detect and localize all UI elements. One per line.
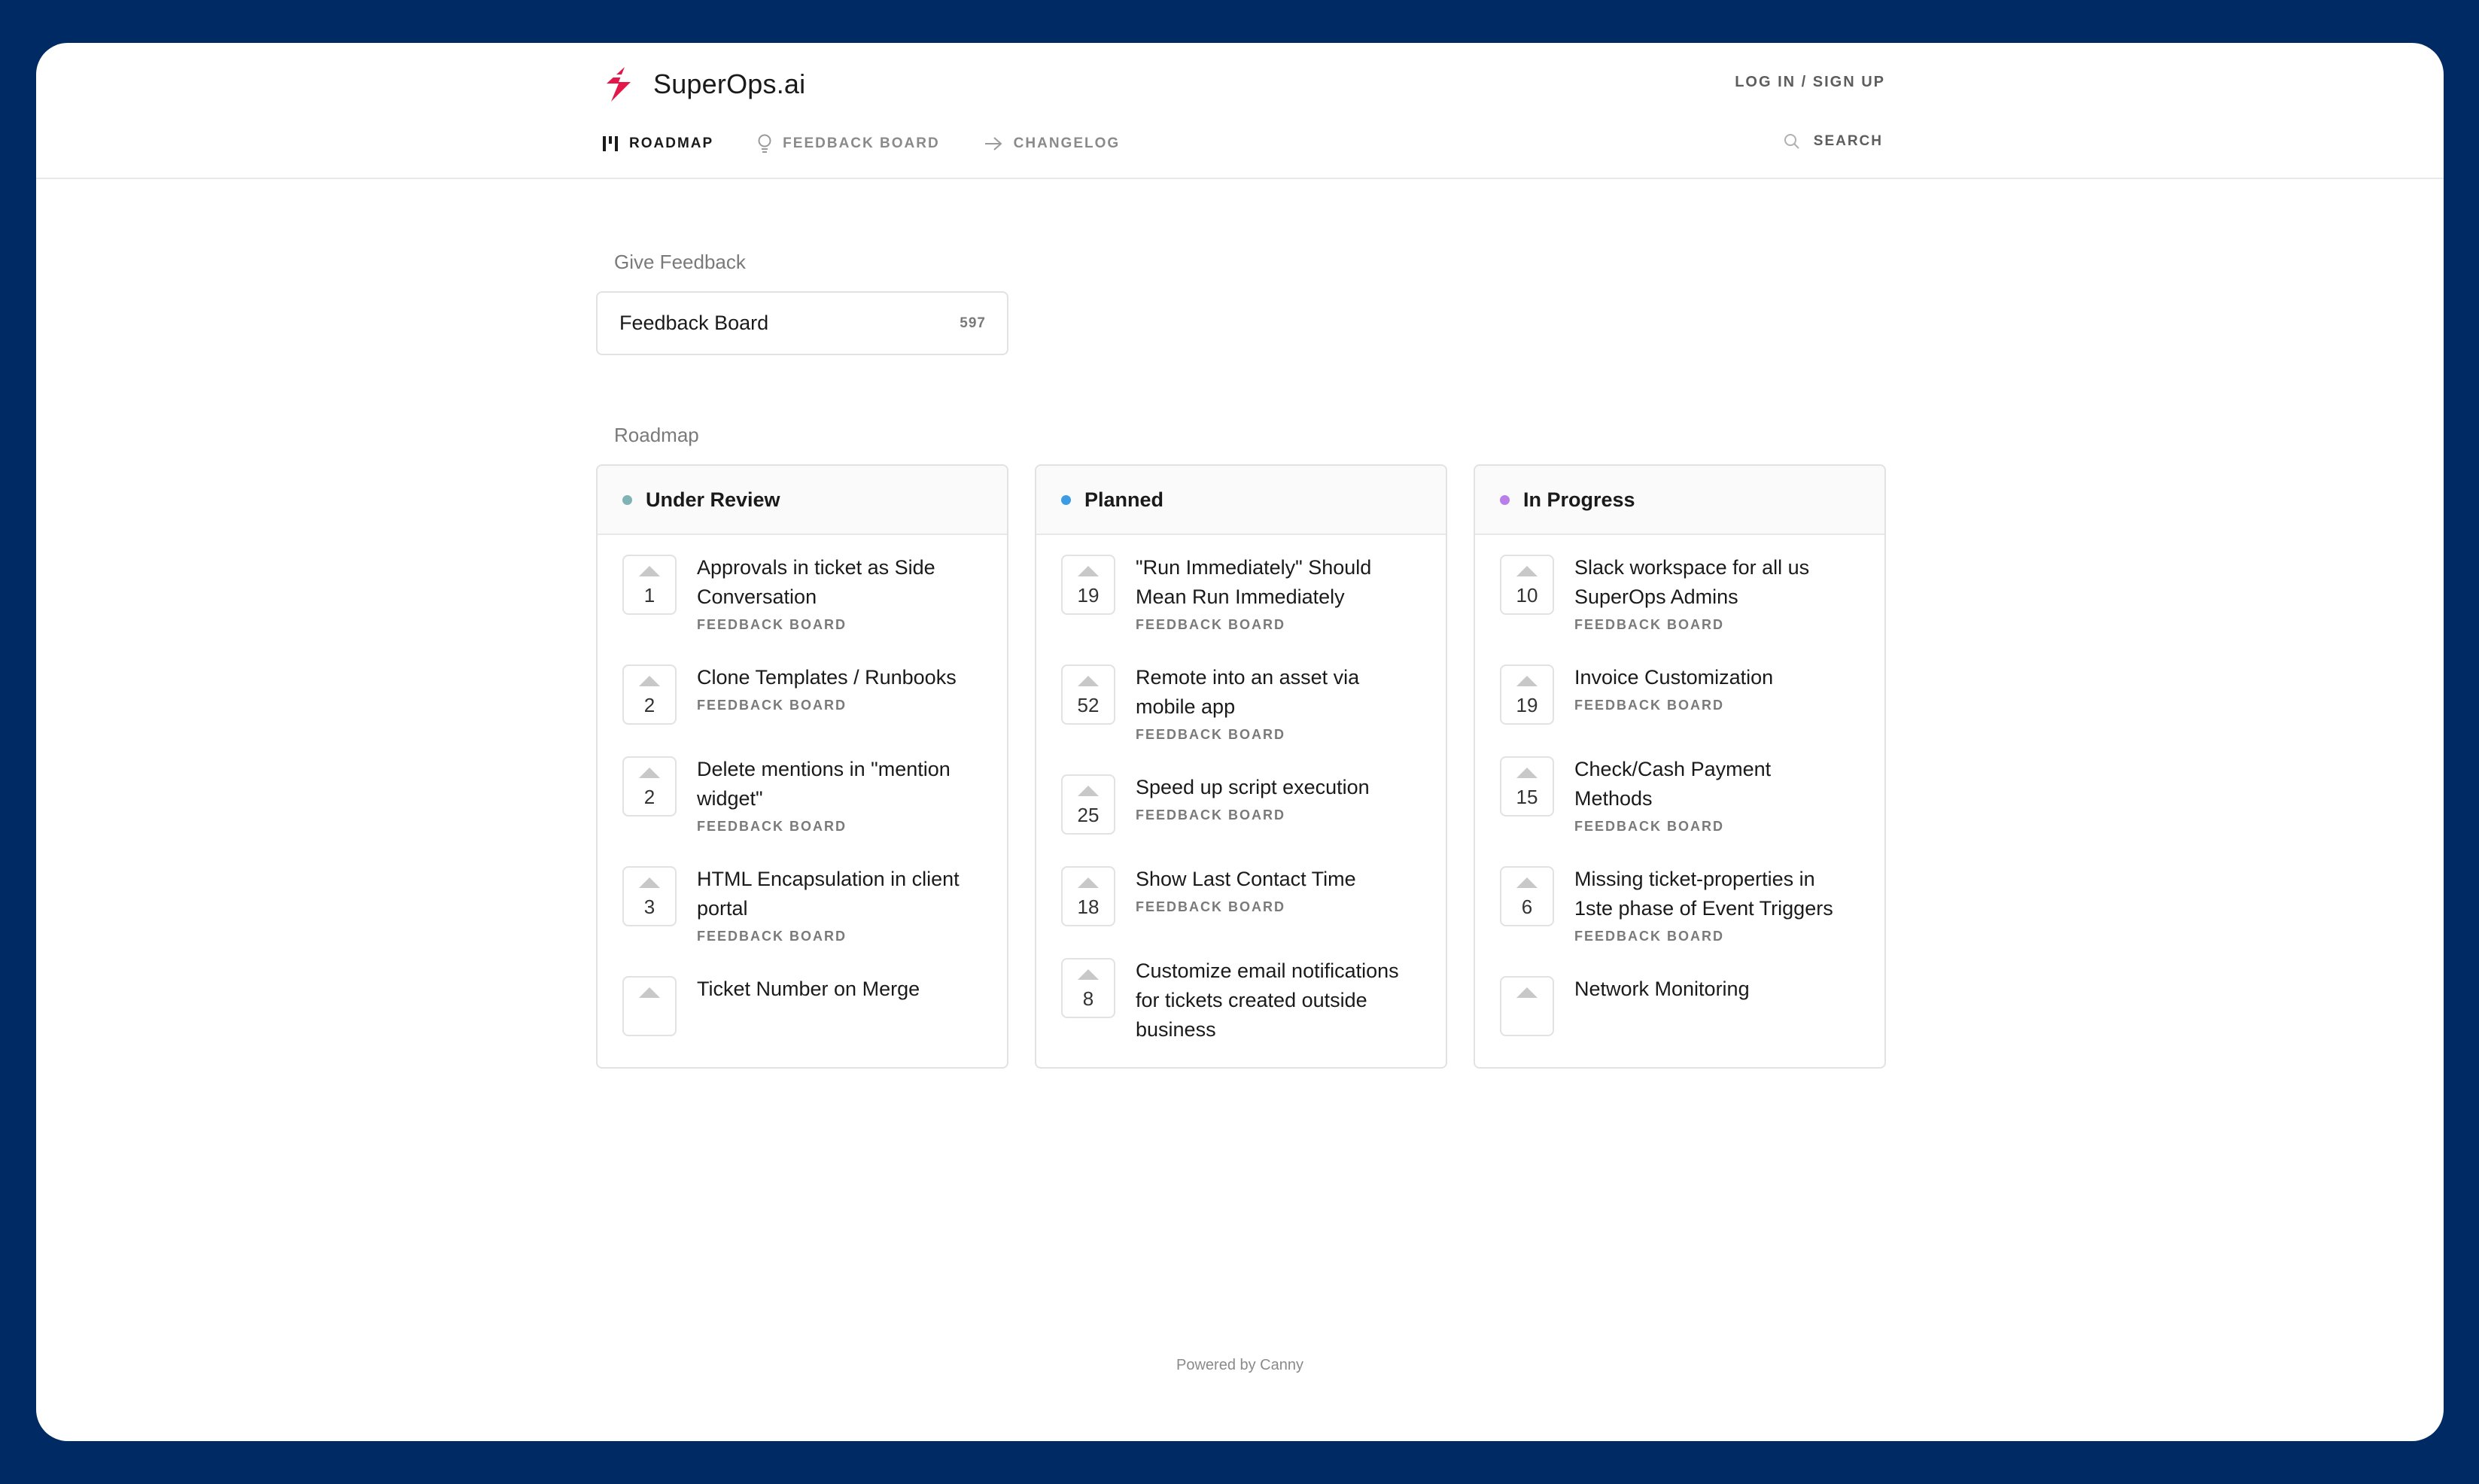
upvote-button[interactable]	[622, 866, 677, 926]
vote-count: 19	[1516, 694, 1538, 716]
upvote-button[interactable]	[1500, 555, 1554, 615]
column-body	[598, 535, 1007, 1036]
post-text	[1574, 755, 1853, 835]
powered-by-footer[interactable]: Powered by Canny	[1176, 1357, 1303, 1373]
post-board-label: FEEDBACK BOARD	[1574, 929, 1724, 944]
nav-feedback-board[interactable]	[757, 133, 940, 154]
nav-roadmap-label: ROADMAP	[629, 135, 714, 151]
upvote-button[interactable]	[1061, 958, 1115, 1018]
post-title[interactable]: Invoice Customization	[1574, 666, 1774, 689]
vote-count: 6	[1521, 896, 1533, 918]
app-frame	[36, 43, 2444, 1441]
upvote-button[interactable]	[622, 976, 677, 1036]
roadmap-icon	[602, 135, 619, 153]
post-board-label: FEEDBACK BOARD	[1136, 727, 1285, 742]
upvote-button[interactable]	[622, 664, 677, 725]
post-board-label: FEEDBACK BOARD	[1574, 698, 1724, 713]
post-title[interactable]: Approvals in ticket as Side Conversation	[697, 556, 935, 608]
upvote-arrow-icon	[639, 877, 660, 888]
post-text	[1136, 865, 1414, 915]
column-header[interactable]	[1036, 466, 1446, 535]
nav-changelog-label: CHANGELOG	[1013, 135, 1121, 151]
upvote-arrow-icon	[1516, 877, 1538, 888]
post-text	[1136, 553, 1414, 633]
vote-count: 25	[1077, 804, 1100, 826]
column-header[interactable]	[598, 466, 1007, 535]
post-text	[1136, 663, 1414, 743]
column-header[interactable]	[1475, 466, 1884, 535]
vote-count: 2	[643, 694, 655, 716]
post-board-label: FEEDBACK BOARD	[1574, 617, 1724, 632]
roadmap-post[interactable]	[622, 755, 1007, 835]
vote-count: 8	[1082, 987, 1094, 1010]
upvote-arrow-icon	[1078, 566, 1099, 576]
post-board-label: FEEDBACK BOARD	[697, 819, 847, 834]
roadmap-post[interactable]	[1500, 755, 1884, 835]
search-label: SEARCH	[1813, 133, 1883, 149]
upvote-button[interactable]	[1061, 774, 1115, 835]
post-text	[697, 975, 975, 1009]
upvote-button[interactable]	[1500, 756, 1554, 817]
roadmap-post[interactable]	[1500, 663, 1884, 725]
roadmap-post[interactable]	[1500, 975, 1884, 1036]
post-board-label: FEEDBACK BOARD	[1136, 807, 1285, 823]
lightbulb-icon	[757, 133, 772, 154]
vote-count: 10	[1516, 584, 1538, 607]
roadmap-post[interactable]	[1061, 553, 1446, 633]
post-board-label: FEEDBACK BOARD	[1136, 899, 1285, 914]
column-title: Planned	[1084, 488, 1164, 511]
roadmap-post[interactable]	[622, 975, 1007, 1036]
upvote-button[interactable]	[1500, 664, 1554, 725]
post-title[interactable]: "Run Immediately" Should Mean Run Immediately	[1136, 556, 1372, 608]
post-board-label: FEEDBACK BOARD	[1136, 617, 1285, 632]
login-signup-link[interactable]: LOG IN / SIGN UP	[1735, 74, 1885, 90]
post-board-label: FEEDBACK BOARD	[1574, 819, 1724, 834]
upvote-arrow-icon	[639, 768, 660, 778]
upvote-arrow-icon	[1078, 786, 1099, 796]
upvote-arrow-icon	[1078, 877, 1099, 888]
roadmap-post[interactable]	[1061, 956, 1446, 1050]
column-body	[1036, 535, 1446, 1050]
post-title[interactable]: HTML Encapsulation in client portal	[697, 868, 960, 920]
upvote-arrow-icon	[1516, 676, 1538, 686]
upvote-button[interactable]	[622, 555, 677, 615]
vote-count: 2	[643, 786, 655, 808]
search-button[interactable]	[1784, 133, 1883, 150]
post-title[interactable]: Clone Templates / Runbooks	[697, 666, 957, 689]
nav-roadmap[interactable]	[602, 135, 713, 153]
brand-name: SuperOps.ai	[653, 68, 806, 99]
post-title[interactable]: Speed up script execution	[1136, 776, 1370, 798]
post-text	[697, 553, 975, 633]
status-dot	[622, 495, 632, 505]
post-title[interactable]: Ticket Number on Merge	[697, 978, 920, 1000]
post-text	[697, 663, 975, 713]
feedback-board-count: 597	[960, 315, 986, 331]
vote-count: 1	[643, 584, 655, 607]
upvote-button[interactable]	[1061, 555, 1115, 615]
nav-changelog[interactable]	[984, 135, 1121, 152]
post-title[interactable]: Show Last Contact Time	[1136, 868, 1356, 890]
post-text	[697, 755, 975, 835]
vote-count: 52	[1077, 694, 1100, 716]
status-dot	[1500, 495, 1510, 505]
upvote-arrow-icon	[1516, 987, 1538, 998]
main-nav	[602, 133, 1163, 154]
roadmap-post[interactable]	[622, 865, 1007, 944]
roadmap-column-planned	[1035, 464, 1447, 1069]
post-board-label: FEEDBACK BOARD	[697, 617, 847, 632]
upvote-arrow-icon	[1516, 768, 1538, 778]
header	[36, 43, 2444, 179]
upvote-button[interactable]	[622, 756, 677, 817]
roadmap-heading: Roadmap	[614, 424, 699, 446]
superops-logo-icon	[602, 65, 635, 103]
search-icon	[1784, 133, 1800, 150]
vote-count: 15	[1516, 786, 1538, 808]
post-title[interactable]: Remote into an asset via mobile app	[1136, 666, 1360, 718]
feedback-board-name: Feedback Board	[619, 312, 769, 334]
vote-count: 19	[1077, 584, 1100, 607]
roadmap-post[interactable]	[622, 553, 1007, 633]
post-text	[1574, 865, 1853, 944]
post-text	[1136, 773, 1414, 823]
roadmap-columns	[596, 464, 1886, 1069]
post-title[interactable]: Delete mentions in "mention widget"	[697, 758, 951, 810]
roadmap-post[interactable]	[1500, 865, 1884, 944]
post-text	[1574, 663, 1853, 713]
nav-feedback-board-label: FEEDBACK BOARD	[783, 135, 940, 151]
post-text	[697, 865, 975, 944]
post-title[interactable]: Network Monitoring	[1574, 978, 1750, 1000]
vote-count: 3	[643, 896, 655, 918]
post-board-label: FEEDBACK BOARD	[697, 698, 847, 713]
upvote-arrow-icon	[639, 987, 660, 998]
upvote-arrow-icon	[1078, 969, 1099, 980]
status-dot	[1061, 495, 1071, 505]
post-board-label: FEEDBACK BOARD	[697, 929, 847, 944]
roadmap-post[interactable]	[622, 663, 1007, 725]
post-title[interactable]: Customize email notifications for tickets created outside business	[1136, 959, 1399, 1041]
post-title[interactable]: Missing ticket-properties in 1ste phase of Event Triggers	[1574, 868, 1833, 920]
upvote-arrow-icon	[1078, 676, 1099, 686]
column-title: In Progress	[1523, 488, 1635, 511]
post-title[interactable]: Slack workspace for all us SuperOps Admins	[1574, 556, 1810, 608]
upvote-button[interactable]	[1500, 976, 1554, 1036]
vote-count: 18	[1077, 896, 1100, 918]
roadmap-post[interactable]	[1061, 663, 1446, 743]
roadmap-column-in-progress	[1474, 464, 1886, 1069]
roadmap-post[interactable]	[1500, 553, 1884, 633]
column-body	[1475, 535, 1884, 1036]
roadmap-post[interactable]	[1061, 773, 1446, 835]
post-text	[1574, 975, 1853, 1009]
post-title[interactable]: Check/Cash Payment Methods	[1574, 758, 1772, 810]
feedback-board-card[interactable]	[596, 291, 1008, 355]
post-text	[1136, 956, 1414, 1050]
upvote-button[interactable]	[1061, 664, 1115, 725]
logo[interactable]	[602, 65, 805, 103]
post-text	[1574, 553, 1853, 633]
upvote-button[interactable]	[1500, 866, 1554, 926]
upvote-button[interactable]	[1061, 866, 1115, 926]
arrow-right-icon	[984, 135, 1003, 152]
roadmap-column-under-review	[596, 464, 1008, 1069]
roadmap-post[interactable]	[1061, 865, 1446, 926]
column-title: Under Review	[646, 488, 780, 511]
upvote-arrow-icon	[1516, 566, 1538, 576]
upvote-arrow-icon	[639, 566, 660, 576]
give-feedback-heading: Give Feedback	[614, 251, 746, 273]
upvote-arrow-icon	[639, 676, 660, 686]
